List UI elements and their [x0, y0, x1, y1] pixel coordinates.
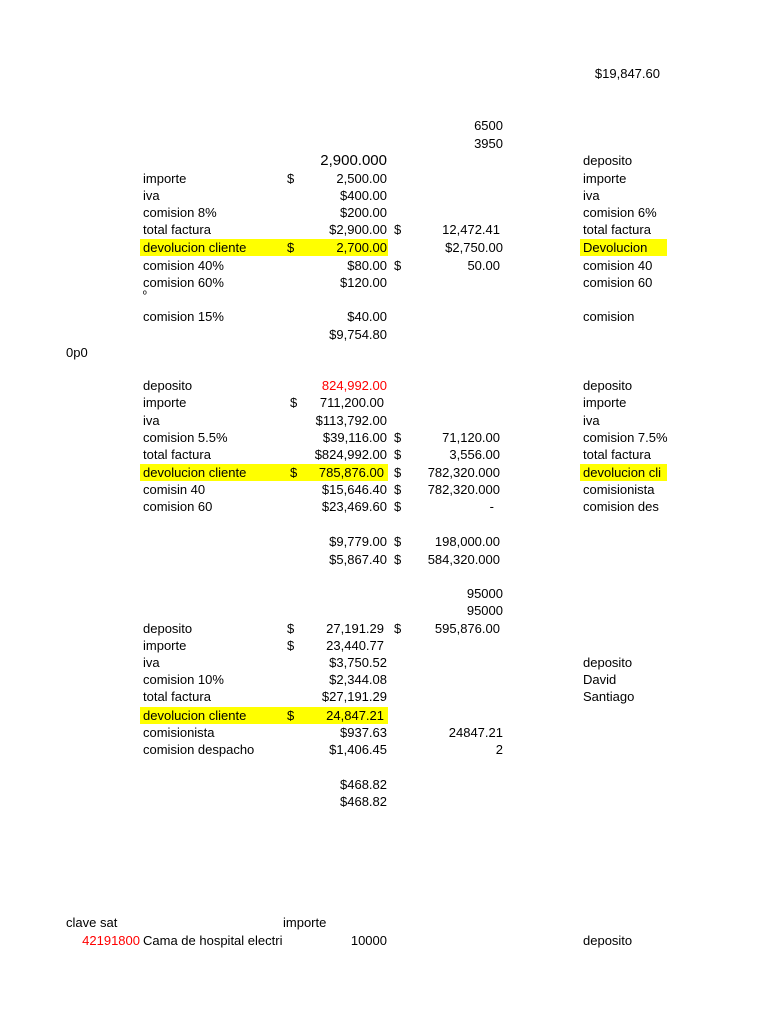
value-c4[interactable]: $2,750.00	[445, 240, 503, 255]
label-iva[interactable]: iva	[143, 655, 160, 670]
right-label[interactable]: comision des	[583, 499, 659, 514]
label-degree[interactable]: º	[143, 290, 147, 301]
value-extra[interactable]: $468.82	[340, 794, 387, 809]
value-comisin-40[interactable]: $15,646.40	[321, 482, 387, 497]
label-deposito[interactable]: deposito	[143, 378, 193, 393]
label-total-factura[interactable]: total factura	[143, 689, 211, 704]
dollar-sign: $	[394, 465, 402, 480]
label-comisin-40[interactable]: comisin 40	[143, 482, 206, 497]
dollar-sign: $	[394, 430, 402, 445]
value-extra[interactable]: $5,867.40	[329, 552, 387, 567]
value-iva[interactable]: $3,750.52	[329, 655, 387, 670]
value-c4[interactable]: 50.00	[467, 258, 500, 273]
value-extra[interactable]: $9,779.00	[329, 534, 387, 549]
value-deposito[interactable]: 27,191.29	[326, 621, 384, 636]
right-label[interactable]: iva	[583, 188, 600, 203]
cell-big-value[interactable]: 2,900.000	[320, 152, 387, 169]
value-devolucion-cliente[interactable]: 2,700.00	[336, 240, 387, 255]
label-devolucion-cliente[interactable]: devolucion cliente	[140, 707, 285, 724]
right-label[interactable]: comision 60	[583, 275, 653, 290]
label-importe[interactable]: importe	[143, 638, 187, 653]
value-c4[interactable]: 12,472.41	[442, 222, 500, 237]
right-label[interactable]: total factura	[583, 222, 651, 237]
dollar-sign: $	[394, 222, 402, 237]
right-label[interactable]: importe	[583, 395, 627, 410]
label-comision-40[interactable]: comision 40%	[143, 258, 224, 273]
value-comision-5-5[interactable]: $39,116.00	[322, 430, 387, 445]
dollar-sign: $	[394, 258, 402, 273]
value-c4[interactable]: 71,120.00	[442, 430, 500, 445]
header-importe[interactable]: importe	[283, 915, 327, 930]
dollar-sign: $	[394, 621, 402, 636]
label-total-factura[interactable]: total factura	[143, 222, 211, 237]
value-c4[interactable]: 3,556.00	[449, 447, 500, 462]
value-devolucion-cliente[interactable]: 24,847.21	[326, 708, 384, 723]
right-label[interactable]: total factura	[583, 447, 651, 462]
value-comision-8[interactable]: $200.00	[340, 205, 387, 220]
right-label-devolucion[interactable]: Devolucion	[580, 239, 667, 256]
header-clave-sat[interactable]: clave sat	[66, 915, 118, 930]
dollar-sign: $	[287, 171, 295, 186]
dollar-sign: $	[394, 552, 402, 567]
value-comision-10[interactable]: $2,344.08	[329, 672, 387, 687]
dollar-sign: $	[290, 465, 298, 480]
label-importe[interactable]: importe	[143, 395, 187, 410]
value-deposito[interactable]: 824,992.00	[321, 378, 387, 393]
dollar-sign: $	[287, 638, 295, 653]
label-devolucion-cliente[interactable]: devolucion cliente	[140, 464, 285, 481]
right-label[interactable]: deposito	[583, 378, 633, 393]
label-total-factura[interactable]: total factura	[143, 447, 211, 462]
label-importe[interactable]: importe	[143, 171, 187, 186]
value-comision-60[interactable]: $120.00	[340, 275, 387, 290]
dollar-sign: $	[394, 499, 402, 514]
right-label[interactable]: comision	[583, 309, 635, 324]
value-comision-despacho[interactable]: $1,406.45	[329, 742, 387, 757]
value-comision-40[interactable]: $80.00	[347, 258, 387, 273]
label-comisionista[interactable]: comisionista	[143, 725, 215, 740]
right-label[interactable]: deposito	[583, 655, 633, 670]
cell-top-total[interactable]: $19,847.60	[594, 66, 660, 81]
value-c4[interactable]: 782,320.000	[427, 465, 500, 480]
value-comisionista[interactable]: $937.63	[340, 725, 387, 740]
dollar-sign: $	[394, 534, 402, 549]
right-label[interactable]: David	[583, 672, 617, 687]
right-label[interactable]: comision 40	[583, 258, 653, 273]
cell-amount[interactable]: 10000	[350, 933, 387, 948]
value-total-factura[interactable]: $824,992.00	[314, 447, 387, 462]
right-label[interactable]: comision 6%	[583, 205, 657, 220]
value-importe[interactable]: 711,200.00	[319, 395, 384, 410]
value-importe[interactable]: 2,500.00	[336, 171, 387, 186]
value-c4[interactable]: 595,876.00	[434, 621, 500, 636]
right-label[interactable]: Santiago	[583, 689, 635, 704]
value-c4[interactable]: 782,320.000	[427, 482, 500, 497]
dollar-sign: $	[287, 240, 295, 255]
value-comision-15[interactable]: $40.00	[347, 309, 387, 324]
cell-description[interactable]: Cama de hospital electri	[143, 933, 283, 948]
label-comision-10[interactable]: comision 10%	[143, 672, 224, 687]
dollar-sign: $	[394, 482, 402, 497]
dollar-sign: $	[287, 621, 295, 636]
cell-95000[interactable]: 95000	[466, 586, 503, 601]
right-label[interactable]: iva	[583, 413, 600, 428]
label-comision-60[interactable]: comision 60	[143, 499, 213, 514]
label-devolucion-cliente[interactable]: devolucion cliente	[140, 239, 285, 256]
label-comision-15[interactable]: comision 15%	[143, 309, 224, 324]
cell-95000[interactable]: 95000	[466, 603, 503, 618]
cell-top-n2[interactable]: 3950	[474, 136, 503, 151]
right-label[interactable]: comisionista	[583, 482, 655, 497]
label-iva[interactable]: iva	[143, 188, 160, 203]
value-c4[interactable]: 2	[495, 742, 503, 757]
cell-clave-code[interactable]: 42191800	[82, 933, 140, 948]
label-iva[interactable]: iva	[143, 413, 160, 428]
dollar-sign: $	[290, 395, 298, 410]
value-iva[interactable]: $400.00	[340, 188, 387, 203]
cell-top-n1[interactable]: 6500	[474, 118, 503, 133]
value-total-factura[interactable]: $2,900.00	[329, 222, 387, 237]
cell-misc[interactable]: 0p0	[66, 345, 88, 360]
label-comision-8[interactable]: comision 8%	[143, 205, 217, 220]
value-c4-dash[interactable]: -	[489, 499, 494, 514]
value-c4[interactable]: 198,000.00	[434, 534, 500, 549]
value-c4[interactable]: 584,320.000	[427, 552, 500, 567]
value-devolucion-cliente[interactable]: 785,876.00	[318, 465, 384, 480]
right-label[interactable]: deposito	[583, 933, 633, 948]
value-comision-60[interactable]: $23,469.60	[321, 499, 387, 514]
right-label-devolucion[interactable]: devolucion cli	[580, 464, 667, 481]
right-label[interactable]: importe	[583, 171, 627, 186]
dollar-sign: $	[394, 447, 402, 462]
right-label[interactable]: comision 7.5%	[583, 430, 668, 445]
right-label[interactable]: deposito	[583, 153, 633, 168]
value-importe[interactable]: 23,440.77	[326, 638, 384, 653]
value-c4[interactable]: 24847.21	[448, 725, 503, 740]
value-sum[interactable]: $9,754.80	[329, 327, 387, 342]
value-extra[interactable]: $468.82	[340, 777, 387, 792]
label-deposito[interactable]: deposito	[143, 621, 193, 636]
dollar-sign: $	[287, 708, 295, 723]
value-iva[interactable]: $113,792.00	[315, 413, 387, 428]
label-comision-60[interactable]: comision 60%	[143, 275, 224, 290]
label-comision-despacho[interactable]: comision despacho	[143, 742, 255, 757]
value-total-factura[interactable]: $27,191.29	[321, 689, 387, 704]
label-comision-5-5[interactable]: comision 5.5%	[143, 430, 228, 445]
